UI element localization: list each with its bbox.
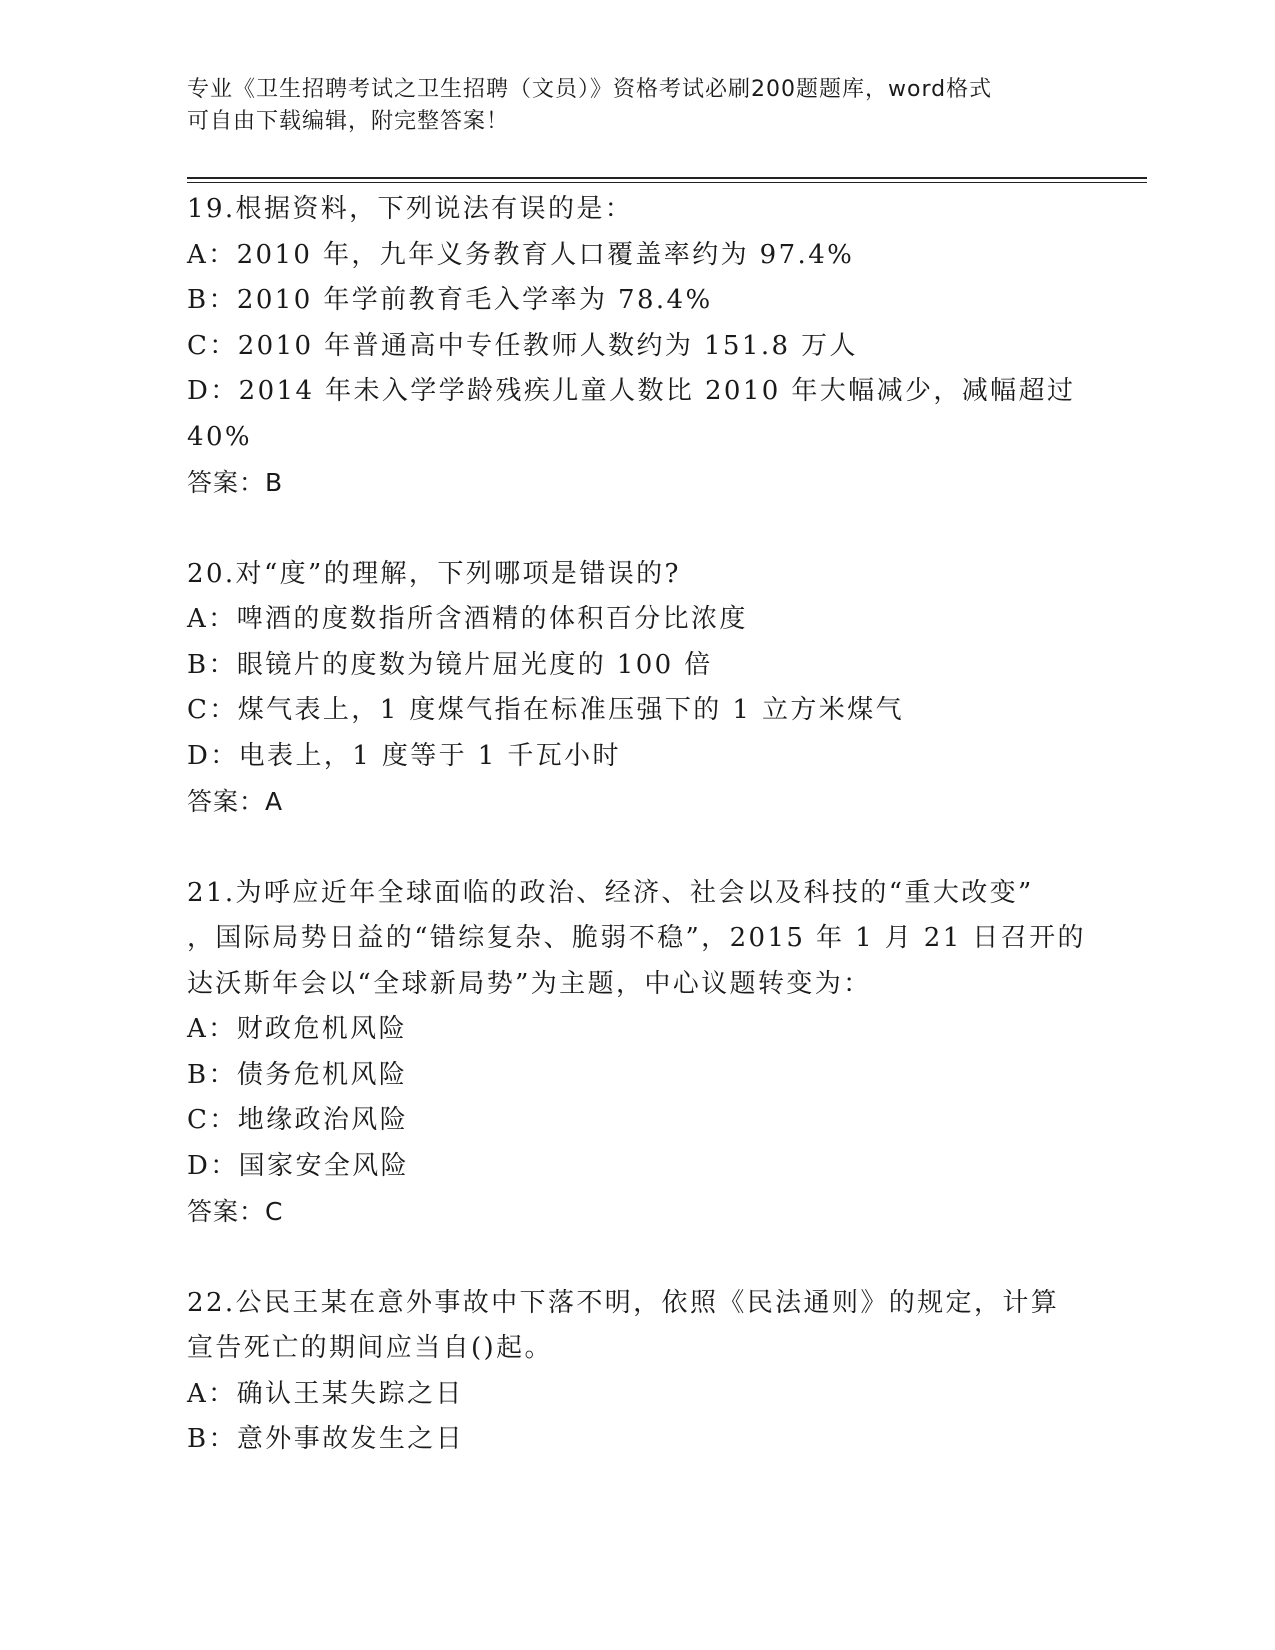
question-19 (187, 187, 1087, 506)
option-a: A：确认王某失踪之日 (187, 1378, 464, 1409)
question-22 (187, 1281, 1087, 1463)
question-stem: 19.根据资料，下列说法有误的是： (187, 194, 634, 224)
question-stem: 22.公民王某在意外事故中下落不明，依照《民法通则》的规定，计算 (187, 1287, 1060, 1318)
option-c: C：地缘政治风险 (187, 1105, 409, 1135)
option-c: C：2010 年普通高中专任教师人数约为 151.8 万人 (187, 330, 858, 361)
option-c: C：煤气表上，1 度煤气指在标准压强下的 1 立方米煤气 (187, 695, 904, 725)
document-header (187, 74, 1087, 138)
option-d-continued: 40% (187, 421, 252, 452)
option-b: B：眼镜片的度数为镜片屈光度的 100 倍 (187, 649, 713, 680)
option-d: D：国家安全风险 (187, 1150, 410, 1181)
option-d: D：2014 年未入学学龄残疾儿童人数比 2010 年大幅减少，减幅超过 (187, 376, 1076, 406)
option-d: D：电表上，1 度等于 1 千瓦小时 (187, 740, 621, 771)
question-stem: 20.对“度”的理解，下列哪项是错误的? (187, 558, 681, 589)
question-stem: 21.为呼应近年全球面临的政治、经济、社会以及科技的“重大改变” (187, 877, 1034, 908)
answer-line: 答案：C (187, 1197, 284, 1226)
header-line-2: 可自由下载编辑，附完整答案！ (187, 109, 510, 134)
question-list (187, 187, 1087, 1509)
header-line-1: 专业《卫生招聘考试之卫生招聘（文员）》资格考试必刷200题题库，word格式 (187, 77, 993, 102)
option-b: B：债务危机风险 (187, 1059, 408, 1090)
header-divider-thin (187, 182, 1147, 183)
option-a: A：啤酒的度数指所含酒精的体积百分比浓度 (187, 604, 748, 634)
question-stem-continued: ，国际局势日益的“错综复杂、脆弱不稳”，2015 年 1 月 21 日召开的 (187, 923, 1086, 953)
header-divider-thick (187, 177, 1147, 179)
option-a: A：2010 年，九年义务教育人口覆盖率约为 97.4% (187, 239, 855, 270)
option-b: B：意外事故发生之日 (187, 1424, 465, 1454)
option-a: A：财政危机风险 (187, 1014, 407, 1044)
question-20 (187, 552, 1087, 825)
option-b: B：2010 年学前教育毛入学率为 78.4% (187, 285, 713, 315)
question-stem-continued: 宣告死亡的期间应当自()起。 (187, 1333, 553, 1363)
question-stem-continued: 达沃斯年会以“全球新局势”为主题，中心议题转变为： (187, 968, 872, 999)
answer-line: 答案：A (187, 787, 284, 816)
answer-line: 答案：B (187, 468, 284, 497)
question-21 (187, 871, 1087, 1235)
